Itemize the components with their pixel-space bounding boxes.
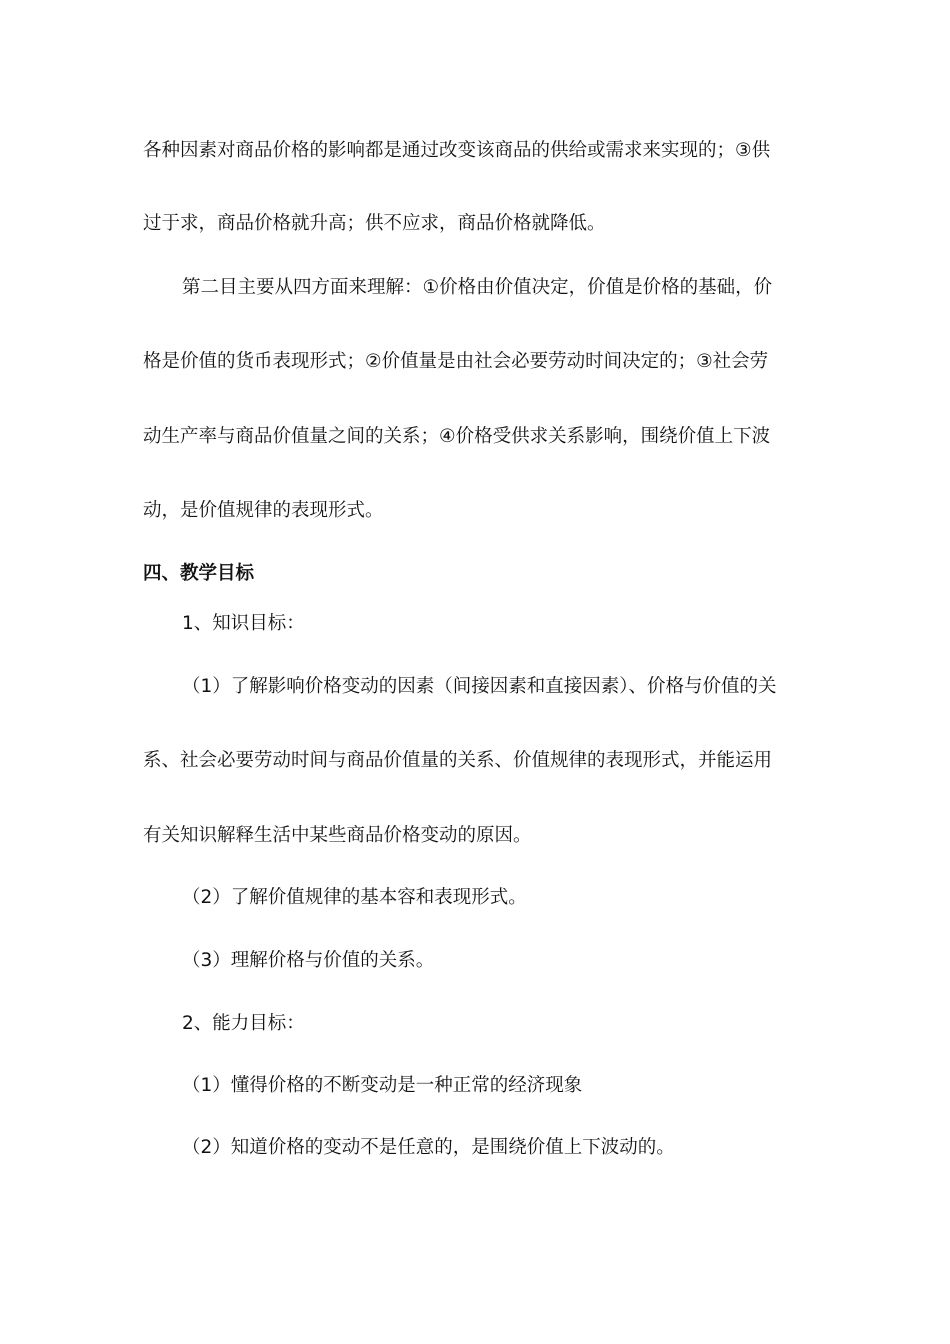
paragraph-2-line-1: 第二目主要从四方面来理解：①价格由价值决定，价值是价格的基础，价 — [182, 277, 773, 298]
paragraph-2-line-2: 格是价值的货币表现形式；②价值量是由社会必要劳动时间决定的；③社会劳 — [143, 351, 769, 372]
ability-goal-title: 2、能力目标： — [182, 1013, 305, 1034]
knowledge-item-2: （2）了解价值规律的基本容和表现形式。 — [182, 887, 527, 908]
paragraph-1-line-2: 过于求，商品价格就升高；供不应求，商品价格就降低。 — [143, 213, 606, 234]
knowledge-item-1-line-2: 系、社会必要劳动时间与商品价值量的关系、价值规律的表现形式，并能运用 — [143, 750, 773, 771]
paragraph-2-line-4: 动，是价值规律的表现形式。 — [143, 500, 384, 521]
section-heading: 四、教学目标 — [143, 563, 255, 584]
knowledge-goal-title: 1、知识目标： — [182, 613, 305, 634]
paragraph-1-line-1: 各种因素对商品价格的影响都是通过改变该商品的供给或需求来实现的；③供 — [143, 140, 771, 161]
knowledge-item-1-line-1: （1）了解影响价格变动的因素（间接因素和直接因素）、价格与价值的关 — [182, 676, 777, 697]
ability-item-2: （2）知道价格的变动不是任意的，是围绕价值上下波动的。 — [182, 1137, 675, 1158]
ability-item-1: （1）懂得价格的不断变动是一种正常的经济现象 — [182, 1075, 583, 1096]
paragraph-2-line-3: 动生产率与商品价值量之间的关系；④价格受供求关系影响，围绕价值上下波 — [143, 426, 771, 447]
knowledge-item-3: （3）理解价格与价值的关系。 — [182, 950, 435, 971]
knowledge-item-1-line-3: 有关知识解释生活中某些商品价格变动的原因。 — [143, 825, 532, 846]
